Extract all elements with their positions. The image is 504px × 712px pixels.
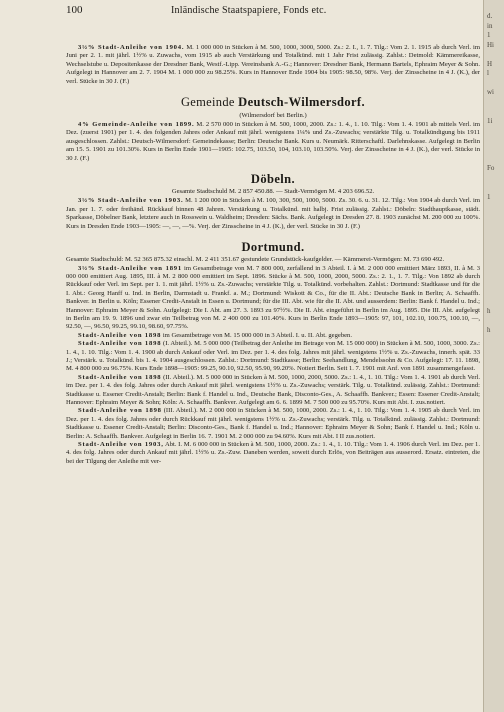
loan-text: M. 1 200 000 in Stücken à M. 100, 300, 500, 1000, 5000. Zs. 30. 6. u. 31. 12. Tilg.: Von 1904 ab durch Verl. im Jan. per 1. 7. oder freihänd. Rückkauf binnen 48 Jahren. Verstärkung u. Totalkünd. mit halbj. Frist zulässig. Zahlst.: Döbeln: Stadthauptkasse, städt. Sparkasse, Döbelner Bank, letztere auch in Rosswein u. Waldheim; Dresden: Sächs. Bank. Aufgelegt in Dresden 27. 8. 1903 zunächst M. 200 000 zu 100%. Kurs in Dresden Ende 1903—1905: —, —, —%. Verj. der Zinsscheine in 4 J. (K.), der verl. Stücke in 30 J. (F.) bbox=[66, 197, 480, 230]
dortmund-loan-paragraph bbox=[66, 441, 480, 466]
gutter-fragment: in bbox=[487, 21, 493, 30]
section-heading-dortmund: Dortmund. bbox=[241, 240, 305, 255]
gutter-fragment bbox=[487, 354, 504, 364]
loan-text: (III. Abteil.). M. 2 000 000 in Stücken à M. 500, 1000, 2000. Zs.: 1. 4., 1. 10. Tilg.: Vom 1. 4. 1905 ab durch Verl. im Dez. per 1. 4. des folg. Jahres oder durch Rückkauf mit jährl. wenigstens 1½% u. Zs.-Zuwachs; verstärk. Tilg. u. Totalkünd. zulässig. Zahlst.: Dortmund: Stadtkasse u. Essener Credit-Anstalt; Berlin: Disconto-Ges., Bank f. Handel u. Ind.; Hannover: Ephraim Meyer & Sohn; Bank f. Handel u. Ind.; Köln u. Berlin: A. Schaaffh. Bankver. Aufgelegt in Berlin 16. 7. 1901 M. 2 000 000 zu 94.60%. Kurs mit Abt. I II zus.notiert. bbox=[66, 407, 480, 440]
loan-title: 3½% Stadt-Anleihe von 1904. bbox=[78, 44, 185, 51]
loan-title: 3½% Stadt-Anleihe von 1903. bbox=[78, 197, 184, 205]
gutter-fragment bbox=[487, 516, 504, 526]
gutter-fragment bbox=[487, 402, 504, 412]
loan-text: im Gesamtbetrage von M. 7 800 000, zerfallend in 3 Abteil. I. à M. 2 000 000 emittiert März 1893, II. à M. 3 000 000 emittiert Aug. 1895, III. à M. 2 800 000 emittiert im Sept. 1896. Stücke à M. 500, 1000, 2000, 5000. Zs.: 2. 1., 1. 7. Tilg.: Von 1892 ab durch Rückkauf oder Verl. im Sept. per 1. 1. mit jährl. 1½% u. Zs.-Zuwachs; verstärkte Tilg. u. Totalkünd. vorbehalten. Zahlst.: Dortmund: Stadtkasse und für die I. Abt.: Georg Hanff u. Ind. in Berlin, Darmstadt u. Frankf. a. M.; Dortmund: Wiskott & Co., für die II. Abt.: Deutsche Bank in Berlin; A. Schaaffh. Bankver. in Berlin u. Köln; Essener Credit-Anstalt in Essen u. Dortmund; für die III. Abt. wie für die II. Abt. und ausserdem: Berlin: Bank f. Handel u. Ind.; Hannover: Ephraim Meyer & Sohn. Aufgelegt: Die I. Abt. am 27. 3. 1893 zu 97½%. Die II. Abt. eingeführt in Berlin im Aug. 1895. Die III. Abt. aufgelegt in Berlin am 19. 9. 1896 und zwar ein Teilbetrag von M. 2 400 000 zu 101.40%. Kurs in Berlin Ende 1893—1905: 97, 101, 102.10, 100.75, 100.10, —, 92.50, —, 96.50, 99.25, 99.10, 98.60, 97.75%. bbox=[66, 264, 480, 331]
gutter-fragment bbox=[487, 79, 504, 89]
wilmersdorf-loan-paragraph bbox=[66, 121, 480, 163]
gutter-fragment bbox=[487, 497, 504, 507]
gutter-fragment bbox=[487, 231, 504, 241]
loan-title: Stadt-Anleihe von 1903, bbox=[78, 441, 164, 449]
loan-title: 4% Gemeinde-Anleihe von 1899. bbox=[78, 121, 195, 129]
doebeln-loan-paragraph bbox=[66, 197, 480, 231]
gutter-fragment bbox=[487, 573, 504, 583]
gutter-fragment bbox=[487, 364, 504, 374]
gutter-fragment bbox=[487, 487, 504, 497]
gutter-fragment bbox=[487, 421, 504, 431]
gutter-fragment bbox=[487, 611, 504, 621]
section-subheading: (Wilmersdorf bei Berlin.) bbox=[239, 112, 307, 120]
section-summary: Gesamte Stadtschuld M. 2 857 450.88. — Stadt-Vermögen M. 4 203 696.52. bbox=[171, 188, 375, 196]
gutter-fragment bbox=[487, 459, 504, 469]
gutter-fragment bbox=[487, 98, 504, 108]
gutter-fragment bbox=[487, 145, 504, 155]
gutter-fragment bbox=[487, 525, 504, 535]
gutter-fragment bbox=[487, 221, 504, 231]
gutter-fragment: h bbox=[487, 306, 491, 315]
gutter-fragment bbox=[487, 278, 504, 288]
detmold-loan-paragraph bbox=[66, 44, 480, 86]
loan-text: M. 1 000 000 in Stücken à M. 500, 1000, 3000, 5000. Zs.: 2. I., 1. 7. Tilg.: Vom 2. 1. 1915 ab durch Verl. im Juni per 2. 1. mit jährl. 1½% u. Zuwachs, vom 1915 ab auch Verstärkung und Totalkünd. mit 1 Jahr Frist zulässig. Zahlst.: Detmold: Kämmereikasse, Wechselstube u. Depositenkasse der Dresdner Bank, Westf.-Lipp. Vereinsbank A.-G.; Hannover: Dresdner Bank, Hermann Bartels, Ephraim Meyer & Sohn. Aufgelegt in Hannover am 2. 7. 1904 M. 1 000 000 zu 98.25%. Kurs in Hannover Ende 1904 bis 1905: 98.50, 98%. Verj. der Zinsscheine in 4 J. (K.), der verl. Stücke in 30 J. (F.) bbox=[66, 44, 480, 85]
gutter-fragment bbox=[487, 411, 504, 421]
gutter-fragment bbox=[487, 582, 504, 592]
loan-title: 3½% Stadt-Anleihe von 1891 bbox=[78, 264, 182, 272]
running-title: Inländische Staatspapiere, Fonds etc. bbox=[171, 5, 327, 16]
gutter-fragment bbox=[487, 639, 504, 649]
loan-title: Stadt-Anleihe von 1898 bbox=[78, 373, 162, 381]
gutter-fragment bbox=[487, 677, 504, 687]
gutter-fragment bbox=[487, 316, 504, 326]
adjacent-page-edge bbox=[483, 0, 504, 712]
gutter-fragment bbox=[487, 155, 504, 165]
gutter-fragment bbox=[487, 269, 504, 279]
gutter-fragment bbox=[487, 335, 504, 345]
gutter-fragment: l bbox=[487, 69, 489, 77]
gutter-fragment bbox=[487, 506, 504, 516]
gutter-fragment bbox=[487, 601, 504, 611]
gutter-fragment bbox=[487, 544, 504, 554]
gutter-fragment bbox=[487, 373, 504, 383]
gutter-fragment: 1 bbox=[487, 31, 491, 39]
gutter-fragment: h bbox=[487, 325, 491, 334]
gutter-fragment bbox=[487, 126, 504, 136]
gutter-fragment bbox=[487, 449, 504, 459]
gutter-fragment bbox=[487, 430, 504, 440]
gutter-fragment: d. bbox=[487, 12, 493, 20]
section-summary: Gesamte Stadtschuld: M. 52 365 875.32 einschl. M. 2 411 351.67 gestundete Grundstück-kaufgelder. — Kämmerei-Vermögen: M. 73 690 492. bbox=[66, 256, 445, 264]
gutter-fragment bbox=[487, 649, 504, 659]
gutter-fragment: Hi bbox=[487, 40, 494, 49]
gutter-fragment bbox=[487, 136, 504, 146]
gutter-fragment: H bbox=[487, 59, 493, 68]
gutter-fragment: 1i bbox=[487, 116, 493, 125]
gutter-fragment bbox=[487, 297, 504, 307]
gutter-fragment bbox=[487, 202, 504, 212]
gutter-fragment bbox=[487, 383, 504, 393]
dortmund-loan-paragraph bbox=[66, 340, 480, 374]
gutter-fragment bbox=[487, 478, 504, 488]
loan-text: Abt. I. M. 6 000 000 in Stücken à M. 500, 1000, 2000. Zs.: 1. 4., 1. 10. Tilg.: Vom 1. 4. 1906 durch Verl. im Dez. per 1. 4. des folg. Jahres oder durch Ankauf mit jährl. 1½% u. Zs.-Zuw. Daneben werden, soweit durch Erlös, von Beiträgen aus ausserord. Ersatz. eintreten, die bei der Tilgung der Anleihe mit ver- bbox=[66, 441, 480, 465]
gutter-fragment bbox=[487, 668, 504, 678]
page-body bbox=[66, 44, 480, 466]
adjacent-page-fragments bbox=[484, 0, 504, 687]
gutter-fragment bbox=[487, 630, 504, 640]
gutter-fragment bbox=[487, 554, 504, 564]
loan-title: Stadt-Anleihe von 1898 bbox=[78, 407, 162, 415]
loan-text: im Gesamtbetrage von M. 15 000 000 in 3 Abteil. I. u. II. Abt. gegeben. bbox=[161, 331, 353, 339]
gutter-fragment bbox=[487, 212, 504, 222]
gutter-fragment bbox=[487, 183, 504, 193]
gutter-fragment bbox=[487, 620, 504, 630]
page-number: 100 bbox=[66, 4, 83, 16]
gutter-fragment bbox=[487, 240, 504, 250]
gutter-fragment bbox=[487, 392, 504, 402]
dortmund-loan-paragraph bbox=[66, 407, 480, 441]
gutter-fragment: Fo bbox=[487, 164, 495, 172]
dortmund-loan-paragraph bbox=[66, 265, 480, 332]
gutter-fragment bbox=[487, 50, 504, 60]
loan-text: (I. Abteil.). M. 5 000 000 (Teilbetrag der Anleihe im Betrage von M. 15 000 000) in Stücken à M. 500, 1000, 3000. Zs.: 1. 4., 1. 10. Tilg.: Vom 1. 4. 1900 ab durch Ankauf oder Verl. im Dez. per 1. 4. des folg. Jahres mit jährl. wenigstens 1½% u. Zs.-Zuwachs, innerh. spät. 33 J.; Verstärk. u. Totalkünd. bis 1. 4. 1904 ausgeschlossen. Zahlst.: Dortmund: Stadtkasse; Berlin: Seehandlung, Mendelssohn & Co. Aufgelegt: 17. 11. 1898, M. 4 800 000 zu 96.75%. Kurs Ende 1898—1905: 99.25, 90.10, 92.50, 95.90, 99.20%. Notiert Berlin. Seit 1. 7. 1901 mit Anf. von 1891 zusammengefasst. bbox=[66, 340, 480, 373]
gutter-fragment bbox=[487, 345, 504, 355]
gutter-fragment bbox=[487, 288, 504, 298]
running-header bbox=[66, 4, 466, 18]
gutter-fragment bbox=[487, 259, 504, 269]
section-heading-doebeln: Döbeln. bbox=[250, 172, 296, 187]
gutter-fragment bbox=[487, 563, 504, 573]
gutter-fragment bbox=[487, 535, 504, 545]
gutter-fragment bbox=[487, 658, 504, 668]
gutter-fragment: wi bbox=[487, 88, 494, 96]
loan-title: Stadt-Anleihe von 1898 bbox=[78, 340, 162, 348]
gutter-fragment bbox=[487, 592, 504, 602]
gutter-fragment bbox=[487, 174, 504, 184]
gutter-fragment bbox=[487, 440, 504, 450]
dortmund-loan-paragraph bbox=[66, 374, 480, 408]
gutter-fragment: 1 bbox=[487, 192, 491, 201]
loan-text: M. 2 570 000 in Stücken à M. 500, 1000, 2000. Zs.: 1. 4., 1. 10. Tilg.: Vom 1. 4. 1901 ab mittels Verl. im Dez. (zuerst 1901) per 1. 4. des folgenden Jahres oder Ankauf mit jährl. wenigstens 1¼% und Zs.-Zuwachs; verstärkte Tilg. u. Totalkündigung bis 1911 ausgeschlossen. Zahlst.: Deutsch-Wilmersdorf: Gemeindekasse; Berlin: Deutsche Bank. Kurs u. Neumärk. Ritterschaftl. Darlehnskasse. Aufgelegt in Berlin am 15. 5. 1901 zu 101.30%. Kurs in Berlin Ende 1901—1905: 102.75, 103.50, 104, 103.10, 103.50%. Verj. der Zinsscheine in 4 J. (K.), der verl. Stücke in 30 J. (F.) bbox=[66, 121, 480, 162]
gutter-fragment bbox=[487, 250, 504, 260]
section-heading-wilmersdorf: Gemeinde Deutsch-Wilmersdorf. bbox=[180, 95, 366, 110]
gutter-fragment bbox=[487, 107, 504, 117]
gutter-fragment bbox=[487, 468, 504, 478]
loan-text: (II. Abteil.). M. 5 000 000 in Stücken à M. 500, 1000, 2000, 5000. Zs.: 1. 4., 1. 10. Tilg.: Vom 1. 4. 1901 ab durch Verl. im Dez. per 1. 4. des folg. Jahres oder durch Ankauf mit jährl. wenigstens 1½% u. Zs.-Zuwachs; verstärk. Tilg. u. Totalkünd. zulässig. Zahlst.: Dortmund: Stadtkasse u. Essener Credit-Anstalt; Berlin: Bank f. Handel u. Ind., Deutsche Bank, Disconto-Ges., A. Schaaffh. Bankver.; Essen: Essener Credit-Anstalt; Hannover: Ephraim Meyer & Sohn; Köln: A. Schaaffh. Bankver. Aufgelegt am 6. 6. 1899 M. 7 500 000 zu 95.70%. Kurs mit Abt. I. zus.notiert. bbox=[66, 373, 480, 406]
loan-title: Stadt-Anleihe von 1898 bbox=[78, 331, 162, 339]
dortmund-loan-paragraph bbox=[66, 332, 480, 340]
